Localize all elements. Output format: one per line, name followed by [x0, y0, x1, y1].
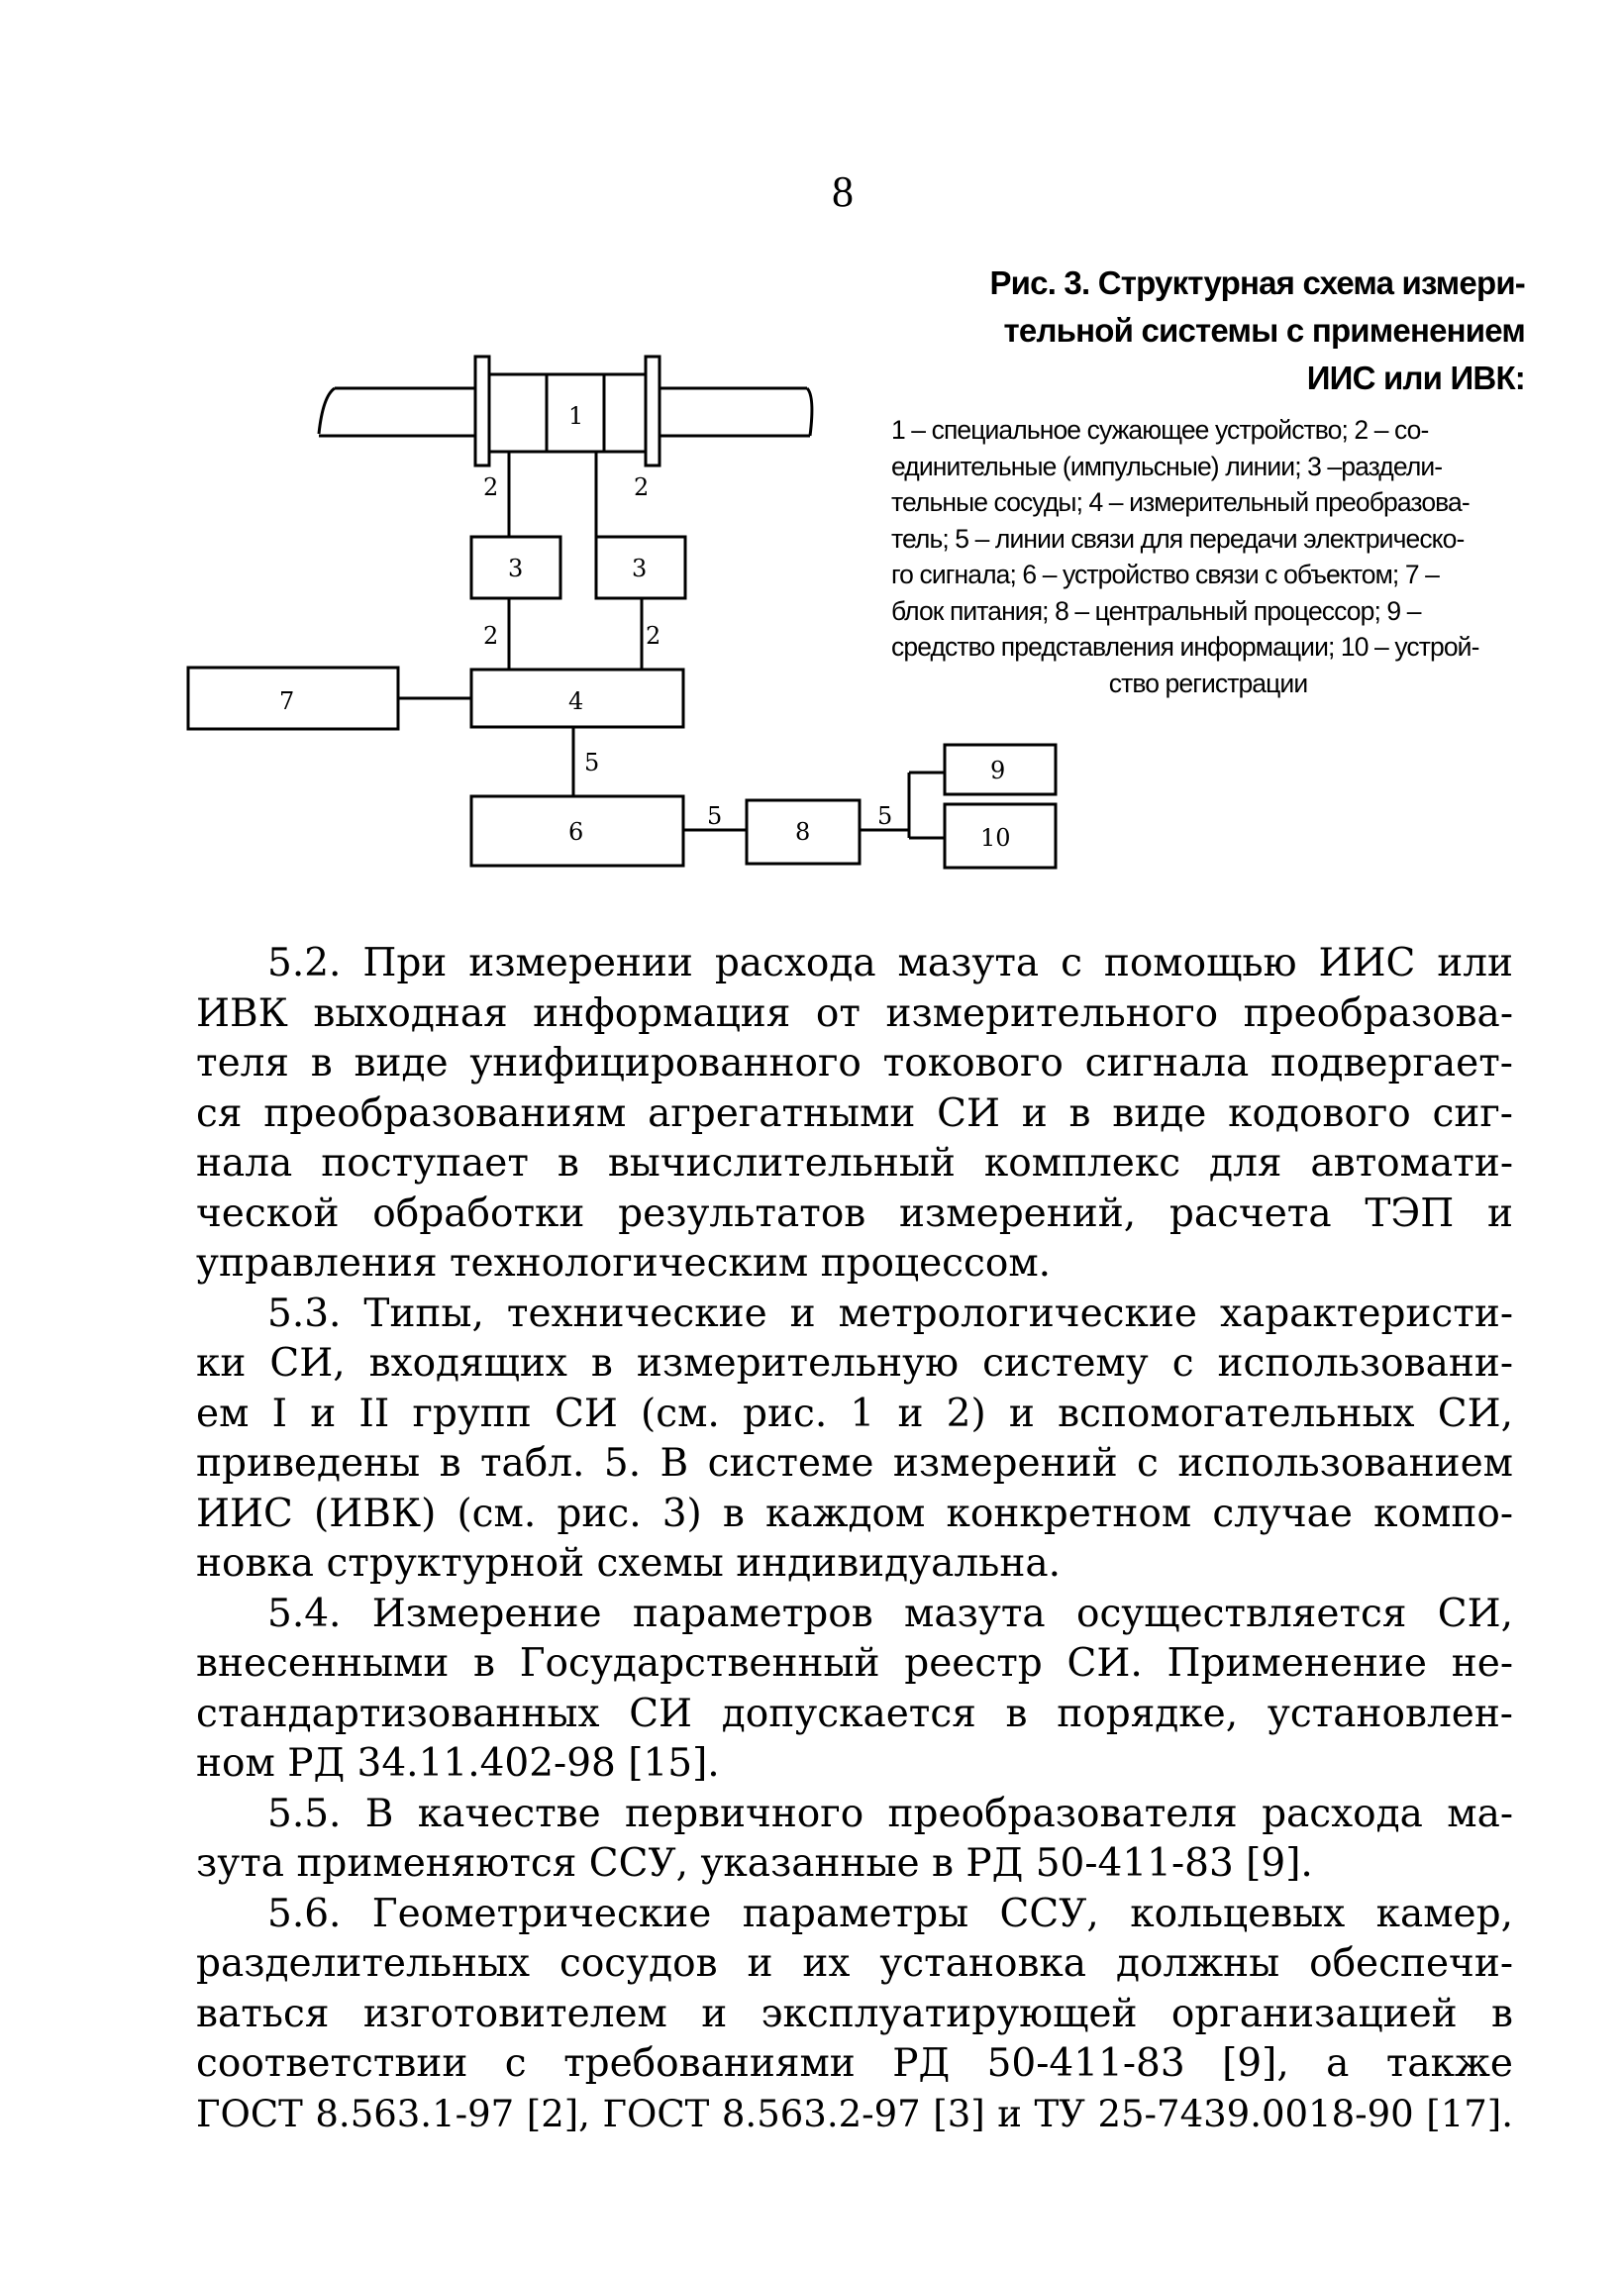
label-orifice: 1	[568, 402, 584, 430]
legend-line: единительные (импульсные) линии; 3 –раздели-	[891, 451, 1443, 481]
label-line-left-upper: 2	[483, 473, 499, 501]
text-line: разделительных сосудов и их установка должны обеспечи-	[196, 1941, 1513, 1986]
label-interface: 6	[568, 818, 584, 846]
text-line: ИВК выходная информация от измерительного преобразова-	[196, 990, 1513, 1036]
label-power: 7	[279, 687, 295, 715]
flange-left	[475, 357, 489, 466]
pipe-left-top	[319, 388, 335, 434]
label-display: 9	[990, 757, 1006, 784]
figure-title-line: ИИС или ИВК:	[1306, 360, 1525, 396]
legend-line: тельные сосуды; 4 – измерительный преобразова-	[891, 487, 1470, 517]
label-line-left-lower: 2	[483, 622, 499, 650]
label-line-right-upper: 2	[634, 473, 650, 501]
text-line: 5.6. Геометрические параметры ССУ, кольцевых камер,	[267, 1891, 1513, 1936]
page-number: 8	[832, 167, 854, 216]
text-line: ном РД 34.11.402-98 [15].	[196, 1741, 720, 1786]
label-signal-line-8-out: 5	[877, 802, 893, 830]
label-recorder: 10	[980, 824, 1011, 852]
text-line: 5.3. Типы, технические и метрологические характеристи-	[267, 1291, 1513, 1336]
text-line: новка структурной схемы индивидуальна.	[196, 1541, 1062, 1586]
text-line: внесенными в Государственный реестр СИ. Применение не-	[196, 1641, 1513, 1686]
figure-legend	[891, 412, 1525, 701]
label-signal-line-vertical: 5	[584, 749, 600, 776]
label-signal-line-6-8: 5	[707, 802, 723, 830]
label-transducer: 4	[568, 687, 584, 715]
text-line: ся преобразованиям агрегатными СИ и в виде кодового сиг-	[196, 1090, 1513, 1136]
body-text	[196, 939, 1513, 2139]
label-line-right-lower: 2	[646, 622, 661, 650]
legend-line: 1 – специальное сужающее устройство; 2 – со-	[891, 415, 1429, 445]
figure-title-line: тельной системы с применением	[1003, 312, 1525, 349]
legend-line: тель; 5 – линии связи для передачи электрическо-	[891, 523, 1465, 554]
text-line: ваться изготовителем и эксплуатирующей организацией в	[196, 1991, 1513, 2036]
legend-line: го сигнала; 6 – устройство связи с объектом; 7 –	[891, 560, 1439, 589]
text-line: 5.5. В качестве первичного преобразователя расхода ма-	[267, 1791, 1513, 1836]
text-line: нала поступает в вычислительный комплекс для автомати-	[196, 1141, 1513, 1186]
figure-caption	[891, 259, 1525, 701]
flange-right	[646, 357, 660, 466]
text-line: ГОСТ 8.563.1-97 [2], ГОСТ 8.563.2-97 [3] и ТУ 25-7439.0018-90 [17].	[196, 2092, 1513, 2135]
text-line: ческой обработки результатов измерений, расчета ТЭП и	[196, 1190, 1513, 1236]
legend-line: ство регистрации	[1108, 668, 1308, 698]
text-line: зута применяются ССУ, указанные в РД 50-411-83 [9].	[196, 1841, 1313, 1886]
text-line: 5.4. Измерение параметров мазута осуществляется СИ,	[267, 1591, 1513, 1636]
text-line: теля в виде унифицированного токового сигнала подвергает-	[196, 1041, 1513, 1086]
figure-title	[891, 259, 1525, 402]
text-line: приведены в табл. 5. В системе измерений с использованием	[196, 1441, 1513, 1486]
pipe-right-end	[807, 388, 812, 436]
label-vessel-left: 3	[508, 555, 524, 582]
figure-title-line: Рис. 3. Структурная схема измери-	[989, 264, 1525, 301]
text-line: ем I и II групп СИ (см. рис. 1 и 2) и вспомогательных СИ,	[196, 1391, 1513, 1436]
text-line: ИИС (ИВК) (см. рис. 3) в каждом конкретном случае компо-	[196, 1491, 1513, 1536]
legend-line: блок питания; 8 – центральный процессор; 9 –	[891, 595, 1421, 626]
label-cpu: 8	[795, 818, 811, 846]
text-line: соответствии с требованиями РД 50-411-83 [9], а также	[196, 2041, 1513, 2086]
text-line: ки СИ, входящих в измерительную систему с использовани-	[196, 1341, 1513, 1386]
label-vessel-right: 3	[632, 555, 648, 582]
text-line: управления технологическим процессом.	[196, 1241, 1052, 1286]
text-line: стандартизованных СИ допускается в порядке, установлен-	[196, 1691, 1513, 1736]
legend-line: средство представления информации; 10 – устрой-	[891, 632, 1479, 662]
text-line: 5.2. При измерении расхода мазута с помощью ИИС или	[267, 941, 1513, 985]
orifice-device	[489, 374, 646, 452]
